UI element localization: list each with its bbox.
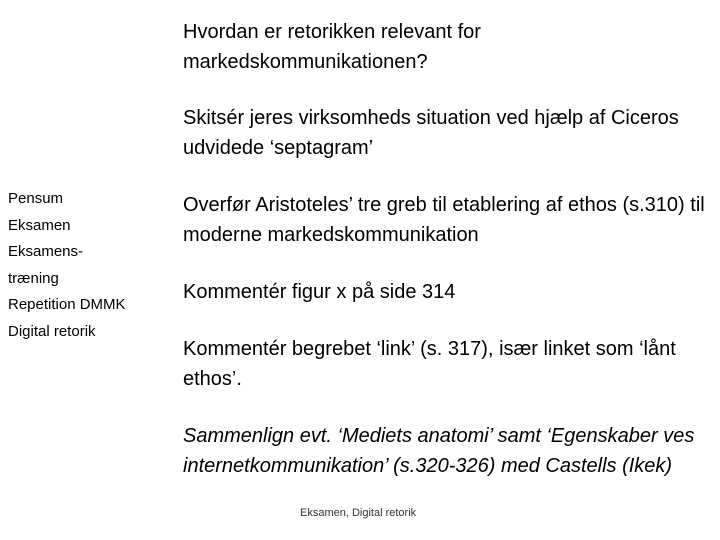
- task-compare: Sammenlign evt. ‘Mediets anatomi’ samt ‘Egenskaber ves internetkommunikation’ (s.320-326) med Castells (Ikek): [183, 425, 695, 477]
- task-link: Kommentér begrebet ‘link’ (s. 317), især linket som ‘lånt ethos’.: [183, 338, 676, 390]
- sidebar-item-digital-retorik[interactable]: Digital retorik: [8, 322, 96, 340]
- sidebar-item-eksamenstraening-line1[interactable]: Eksamens-: [8, 243, 84, 260]
- task-ethos: Overfør Aristoteles’ tre greb til etablering af ethos (s.310) til moderne markedskommunikation: [183, 194, 705, 246]
- sidebar-item-eksamen[interactable]: Eksamen: [8, 216, 71, 234]
- sidebar-item-repetition-dmmk[interactable]: Repetition DMMK: [8, 296, 126, 313]
- task-septagram: Skitsér jeres virksomheds situation ved hjælp af Ciceros udvidede ‘septagram’: [183, 107, 679, 159]
- sidebar-nav: [8, 186, 158, 345]
- task-figure: Kommentér figur x på side 314: [183, 281, 456, 303]
- sidebar-item-pensum[interactable]: Pensum: [8, 190, 64, 207]
- question-relevance: Hvordan er retorikken relevant for markedskommunikationen?: [183, 21, 481, 73]
- sidebar-item-eksamenstraening-line2[interactable]: træning: [8, 269, 59, 287]
- footer-text: Eksamen, Digital retorik: [300, 507, 417, 519]
